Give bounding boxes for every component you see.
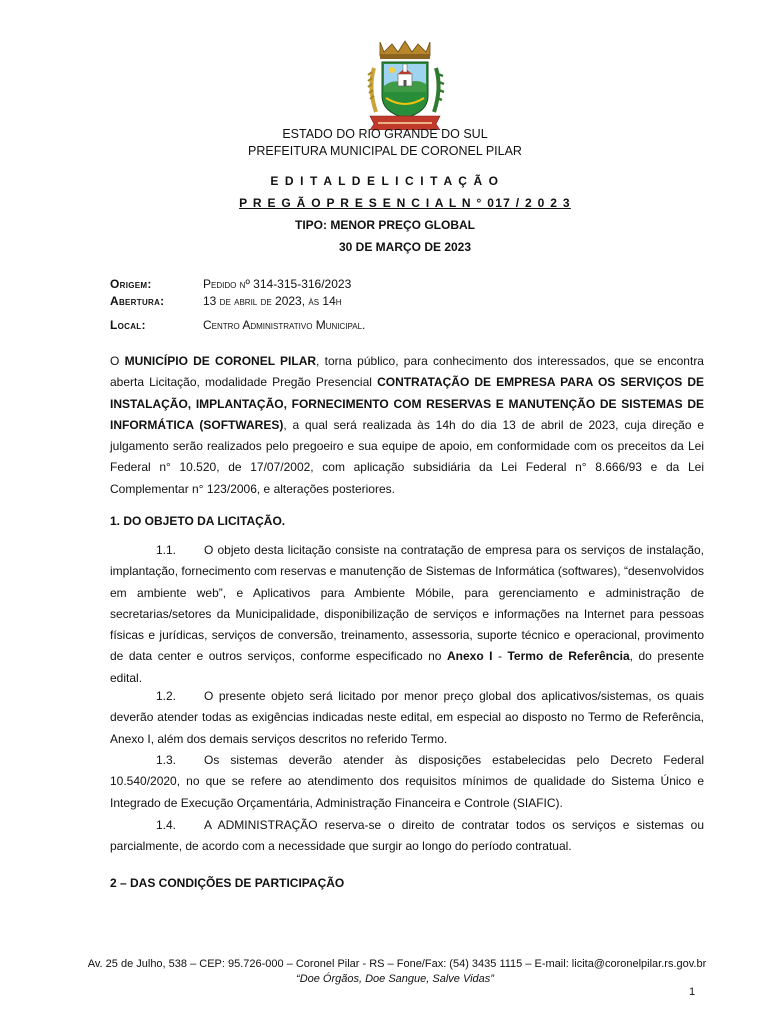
footer-motto: “Doe Órgãos, Doe Sangue, Salve Vidas”: [296, 973, 494, 985]
intro-paragraph: [110, 351, 704, 500]
page-number: 1: [689, 986, 696, 998]
local-value: Centro Administrativo Municipal.: [203, 318, 366, 332]
termo-referencia: Termo de Referência: [507, 649, 630, 664]
item-1-1-sep: -: [492, 649, 508, 664]
pregao-number: P R E G Ã O P R E S E N C I A L N ° 017 / 2 0 2 3: [239, 196, 571, 210]
item-1-4-number: 1.4.: [156, 818, 177, 832]
item-1-3-number: 1.3.: [156, 753, 177, 767]
item-1-1-end: , do presente edital.: [110, 649, 705, 685]
item-1-3: [110, 750, 704, 814]
edital-date: 30 DE MARÇO DE 2023: [338, 240, 472, 254]
coat-of-arms-logo: [362, 38, 448, 130]
origem-value: Pedido nº 314-315-316/2023: [203, 277, 352, 291]
tipo-line: TIPO: MENOR PREÇO GLOBAL: [295, 218, 475, 232]
local-label: Local:: [110, 318, 146, 332]
origem-label: Origem:: [110, 277, 152, 291]
item-1-4: [110, 815, 704, 858]
section1-heading: 1. DO OBJETO DA LICITAÇÃO.: [110, 514, 286, 528]
item-1-2: [110, 686, 704, 750]
item-1-3-text: Os sistemas deverão atender às disposições estabelecidas pelo Decreto Federal 10.540/2020, no que se refere ao atendimento dos requisitos mínimos de qualidade do Sistema Único e Integrado de Execução Orçamentária, Administração Financeira e Controle (SIAFIC).: [110, 753, 704, 810]
footer-address: Av. 25 de Julho, 538 – CEP: 95.726-000 – Coronel Pilar - RS – Fone/Fax: (54) 3435 1115 – E-mail: licita@coronelpilar.rs.gov.br: [87, 958, 707, 970]
item-1-1: [110, 540, 704, 689]
intro-text2: , a qual será realizada às 14h do dia 13 de abril de 2023, cuja direção e julgamento serão realizados pelo pregoeiro e sua equipe de apoio, em conformidade com os preceitos da Lei Federal n° 10.520, de 17/07/2002, com aplicação subsidiária da Lei Federal n° 8.666/93 e da Lei Complementar n° 123/2006, e alterações posteriores.: [110, 417, 704, 496]
item-1-4-text: A ADMINISTRAÇÃO reserva-se o direito de contratar todos os serviços e sistemas ou parcialmente, de acordo com a necessidade que surgir ao longo do período contratual.: [110, 818, 704, 854]
item-1-2-text: O presente objeto será licitado por menor preço global dos aplicativos/sistemas, os quais deverão atender todas as exigências indicadas neste edital, em especial ao disposto no Termo de Referência, Anexo I, além dos demais serviços descritos no referido Termo.: [110, 689, 704, 746]
state-name: ESTADO DO RIO GRANDE DO SUL: [282, 127, 488, 141]
anexo-i: Anexo I: [446, 649, 493, 664]
intro-object: CONTRATAÇÃO DE EMPRESA PARA OS SERVIÇOS DE INSTALAÇÃO, IMPLANTAÇÃO, FORNECIMENTO COM RESERVAS E MANUTENÇÃO DE SISTEMAS DE INFORMÁTICA (SOFTWARES): [110, 375, 704, 432]
abertura-label: Abertura:: [110, 294, 165, 308]
abertura-value: 13 de abril de 2023, às 14h: [203, 294, 342, 308]
item-1-1-text: O objeto desta licitação consiste na contratação de empresa para os serviços de instalação, implantação, fornecimento com reservas e manutenção de Sistemas de Informática (softwares), “desenvolvidos em ambiente web”, e Aplicativos para Ambiente Móbile, para gerenciamento e administração de secretarias/setores da Municipalidade, disponibilização de serviços e informações na Internet para pessoas físicas e jurídicas, serviços de conversão, treinamento, assessoria, suporte técnico e operacional, provimento de data center e outros serviços, conforme especificado no: [110, 543, 704, 664]
item-1-1-number: 1.1.: [156, 543, 177, 557]
intro-municipio: MUNICÍPIO DE CORONEL PILAR: [124, 354, 317, 368]
intro-text1: , torna público, para conhecimento dos interessados, que se encontra aberta Licitação, modalidade Pregão Presencial: [110, 354, 704, 390]
section2-heading: 2 – DAS CONDIÇÕES DE PARTICIPAÇÃO: [110, 876, 345, 890]
item-1-2-number: 1.2.: [156, 689, 177, 703]
municipality-name: PREFEITURA MUNICIPAL DE CORONEL PILAR: [248, 144, 522, 158]
edital-title: E D I T A L D E L I C I T A Ç Ã O: [270, 174, 500, 188]
intro-o: O: [110, 354, 120, 368]
